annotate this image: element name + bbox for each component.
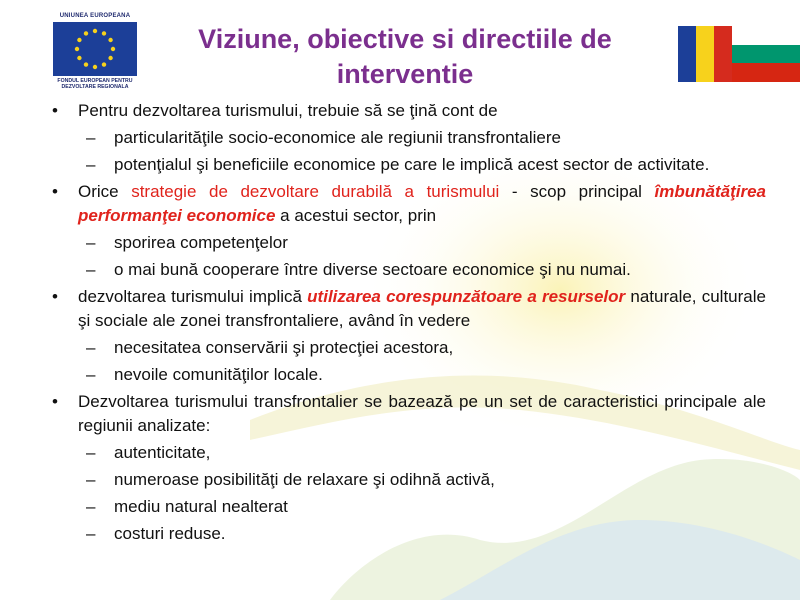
highlight-text: strategie de dezvoltare durabilă a turismului [131, 182, 500, 201]
romania-bulgaria-flags-icon [678, 26, 800, 82]
eu-flag-icon [53, 22, 137, 76]
sub-bullet-text: necesitatea conservării şi protecţiei acestora, [114, 338, 454, 357]
bullet-text: Orice [78, 182, 132, 201]
bulgaria-flag-icon [732, 26, 800, 82]
sub-bullet-item [46, 336, 766, 360]
dash-icon: – [86, 128, 96, 147]
sub-bullet-item [46, 153, 766, 177]
bullet-text: Pentru dezvoltarea turismului, trebuie să se ţină cont de [78, 101, 498, 120]
eu-logo-top-text: UNIUNEA EUROPEANA [59, 13, 131, 19]
sub-bullet-item [46, 126, 766, 150]
eu-logo [49, 13, 141, 93]
sub-bullet-item [46, 468, 766, 492]
sub-bullet-text: autenticitate, [114, 443, 211, 462]
bullet-dot-icon: • [52, 392, 58, 411]
bullet-dot-icon: • [52, 101, 58, 120]
sub-bullet-item [46, 363, 766, 387]
sub-bullet-text: mediu natural nealterat [114, 497, 288, 516]
dash-icon: – [86, 365, 96, 384]
sub-bullet-item [46, 231, 766, 255]
sub-bullet-text: particularităţile socio-economice ale regiunii transfrontaliere [114, 128, 561, 147]
sub-bullet-text: nevoile comunităţilor locale. [114, 365, 323, 384]
bullet-item [46, 285, 766, 333]
eu-stars-icon [53, 22, 137, 76]
dash-icon: – [86, 443, 96, 462]
bullet-dot-icon: • [52, 182, 58, 201]
page-title: Viziune, obiective si directiile de interventie [198, 24, 612, 89]
dash-icon: – [86, 233, 96, 252]
sub-bullet-item [46, 258, 766, 282]
eu-logo-bottom-text: FONDUL EUROPEAN PENTRU DEZVOLTARE REGIONALA [57, 78, 133, 90]
bullet-item [46, 99, 766, 123]
dash-icon: – [86, 155, 96, 174]
bullet-text: dezvoltarea turismului implică [78, 287, 308, 306]
sub-bullet-item [46, 495, 766, 519]
romania-flag-icon [678, 26, 732, 82]
bullet-text: naturale, culturale şi sociale ale zonei transfrontaliere, având în vedere [78, 287, 766, 330]
bullet-item [46, 180, 766, 228]
bullet-item [46, 390, 766, 438]
sub-bullet-text: costuri reduse. [114, 524, 226, 543]
dash-icon: – [86, 470, 96, 489]
dash-icon: – [86, 524, 96, 543]
sub-bullet-text: numeroase posibilităţi de relaxare şi odihnă activă, [114, 470, 495, 489]
sub-bullet-text: potenţialul şi beneficiile economice pe care le implică acest sector de activitate. [114, 155, 710, 174]
slide-content [46, 96, 766, 546]
sub-bullet-text: sporirea competenţelor [114, 233, 288, 252]
emphasis-text: utilizarea corespunzătoare a resurselor [307, 287, 626, 306]
sub-bullet-item [46, 522, 766, 546]
sub-bullet-item [46, 441, 766, 465]
dash-icon: – [86, 260, 96, 279]
bullet-text: Dezvoltarea turismului transfrontalier se bazează pe un set de caracteristici principale ale regiunii analizate: [78, 392, 766, 435]
dash-icon: – [86, 497, 96, 516]
bullet-dot-icon: • [52, 287, 58, 306]
bullet-text: a acestui sector, prin [275, 206, 437, 225]
sub-bullet-text: o mai bună cooperare între diverse sectoare economice şi nu numai. [114, 260, 631, 279]
emphasis-text: îmbunătăţirea performanţei economice [78, 182, 767, 225]
bullet-text: - scop principal [499, 182, 655, 201]
dash-icon: – [86, 338, 96, 357]
